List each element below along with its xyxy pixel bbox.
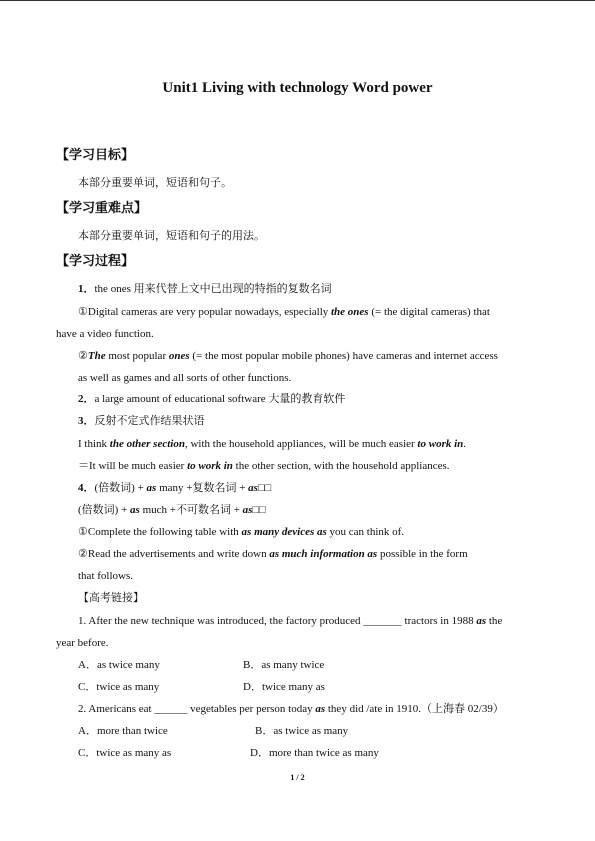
formula-text: much +不可数名词 + [139,504,243,516]
item1-example1 [78,305,490,319]
item3-number: 3． [78,415,95,427]
emphasis: the ones [331,306,369,318]
q2-option-b: B．as twice as many [255,725,349,737]
q2-option-c: C．twice as many as [78,747,172,759]
emphasis: as [315,703,326,715]
example-text: . [463,438,467,450]
item2-text: a large amount of educational software 大量的教育软件 [94,393,346,405]
emphasis: the other section [109,438,185,450]
item2-number: 2． [78,393,95,405]
emphasis: as [242,504,253,516]
page-title: Unit1 Living with technology Word power [162,80,433,96]
section-difficulties-header: 【学习重难点】 [56,200,148,215]
emphasis: as [130,504,140,516]
question-text: the [486,615,503,627]
example-text: Read the advertisements and write down [87,548,270,560]
item2 [78,392,345,406]
example-text: the other section, with the household appliances. [232,460,450,472]
q2-option-d: D．more than twice as many [250,747,379,759]
question-text: 1. After the new technique was introduced, the factory produced _______ tractors in 1988 [78,615,477,627]
circle-num: ② [78,350,88,362]
item1-example2-cont: as well as games and all sorts of other functions. [78,372,292,384]
section-process-header: 【学习过程】 [56,253,135,268]
emphasis: The [87,350,106,362]
item4-line2 [78,503,266,517]
q1-option-d: D．twice many as [243,681,325,693]
example-text: I think [78,438,110,450]
question-1 [78,614,502,628]
difficulties-text: 本部分重要单词，短语和句子的用法。 [78,230,265,242]
example-text: possible in the form [377,548,468,560]
formula-text: many +复数名词 + [156,482,249,494]
question-1-cont: year before. [56,637,109,649]
example-text: Digital cameras are very popular nowadays, especially [87,306,331,318]
emphasis: as [476,615,487,627]
example-text: (= the digital cameras) that [368,306,490,318]
item4-line1 [78,481,271,495]
q1-option-c: C．twice as many [78,681,160,693]
item3-line1 [78,437,466,451]
emphasis: ones [168,350,190,362]
formula-text: (倍数词) + [94,482,147,494]
objectives-text: 本部分重要单词，短语和句子。 [78,177,232,189]
emphasis: as [248,482,258,494]
q1-option-a: A．as twice many [78,659,160,671]
question-text: they did /ate in 1910.（上海春 02/39） [325,703,504,715]
item4-example1 [78,525,404,539]
question-text: 2. Americans eat ______ vegetables per person today [78,703,316,715]
q2-option-a: A．more than twice [78,725,168,737]
header-rule [0,0,595,1]
item1-number: 1． [78,283,95,295]
example-text: (= the most popular mobile phones) have cameras and internet access [189,350,498,362]
section-objectives-header: 【学习目标】 [56,147,135,162]
circle-num: ② [78,548,88,560]
item1-example2 [78,349,498,363]
emphasis: as many devices as [241,526,327,538]
example-text: most popular [105,350,169,362]
example-text: , with the household appliances, will be much easier [184,438,418,450]
item3-heading [78,414,205,428]
item1-example1-cont: have a video function. [56,328,154,340]
item1-text: the ones 用来代替上文中已出现的特指的复数名词 [94,283,332,295]
item1-heading [78,282,332,296]
page-number: 1 / 2 [290,773,305,782]
placeholder-boxes: □□ [252,504,266,516]
example-text: Complete the following table with [87,526,242,538]
example-text: ＝It will be much easier [78,460,188,472]
circle-num: ① [78,306,88,318]
emphasis: to work in [187,460,233,472]
circle-num: ① [78,526,88,538]
emphasis: to work in [417,438,464,450]
gaokao-header: 【高考链接】 [78,592,144,604]
formula-text: (倍数词) + [78,504,131,516]
q1-option-b: B．as many twice [243,659,325,671]
question-2 [78,702,504,716]
item3-line2 [78,459,450,473]
item4-number: 4． [78,482,95,494]
emphasis: as [146,482,157,494]
example-text: you can think of. [326,526,405,538]
placeholder-boxes: □□ [257,482,272,494]
emphasis: as much information as [269,548,378,560]
item4-example2 [78,547,468,561]
item3-text: 反射不定式作结果状语 [94,415,205,427]
item4-example2-cont: that follows. [78,570,133,582]
